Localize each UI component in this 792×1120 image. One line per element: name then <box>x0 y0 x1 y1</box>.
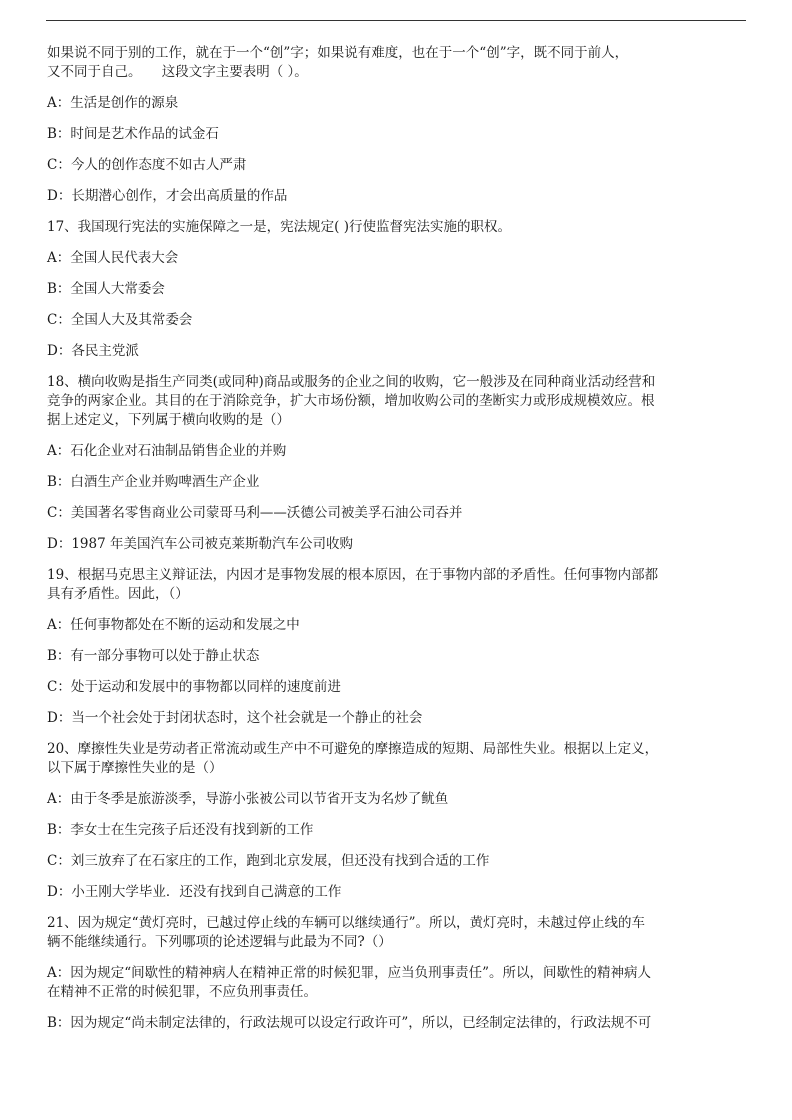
answer-option <box>47 852 747 871</box>
question-stem <box>47 914 747 952</box>
text-line: 辆不能继续通行。下列哪项的论述逻辑与此最为不同?（） <box>47 934 392 950</box>
answer-option <box>47 1014 747 1033</box>
text-line: B：李女士在生完孩子后还没有找到新的工作 <box>47 822 314 838</box>
question-stem <box>47 740 747 778</box>
answer-option <box>47 535 747 554</box>
text-line: 据上述定义，下列属于横向收购的是（） <box>47 412 290 428</box>
text-line: 在精神不正常的时候犯罪，不应负刑事责任。 <box>47 984 317 1000</box>
answer-option <box>47 249 747 268</box>
answer-option <box>47 504 747 523</box>
text-line: C：今人的创作态度不如古人严肃 <box>47 157 247 173</box>
question-stem <box>47 218 747 237</box>
text-line: 20、摩擦性失业是劳动者正常流动或生产中不可避免的摩擦造成的短期、局部性失业。根据以上定义， <box>47 741 659 757</box>
text-line: 如果说不同于别的工作，就在于一个“创”字；如果说有难度，也在于一个“创”字，既不同于前人， <box>47 45 629 61</box>
text-line: A：全国人民代表大会 <box>47 250 179 266</box>
text-line: B：时间是艺术作品的试金石 <box>47 126 219 142</box>
answer-option <box>47 473 747 492</box>
answer-option <box>47 94 747 113</box>
answer-option <box>47 280 747 299</box>
text-line: 19、根据马克思主义辩证法，内因才是事物发展的根本原因，在于事物内部的矛盾性。任何事物内部都 <box>47 567 659 583</box>
document-body <box>47 44 747 1045</box>
text-line: D：小王刚大学毕业．还没有找到自己满意的工作 <box>47 884 342 900</box>
text-line: B：因为规定“尚未制定法律的，行政法规可以设定行政许可”，所以，已经制定法律的，行政法规不可 <box>47 1015 652 1031</box>
question-stem <box>47 373 747 430</box>
text-line: C：处于运动和发展中的事物都以同样的速度前进 <box>47 679 341 695</box>
answer-option <box>47 311 747 330</box>
answer-option <box>47 678 747 697</box>
text-line: D：长期潜心创作，才会出高质量的作品 <box>47 188 288 204</box>
text-line: A：石化企业对石油制品销售企业的并购 <box>47 443 287 459</box>
answer-option <box>47 187 747 206</box>
answer-option <box>47 125 747 144</box>
answer-option <box>47 616 747 635</box>
text-line: A：由于冬季是旅游淡季，导游小张被公司以节省开支为名炒了鱿鱼 <box>47 791 449 807</box>
question-text <box>47 44 747 82</box>
text-line: 17、我国现行宪法的实施保障之一是，宪法规定( )行使监督宪法实施的职权。 <box>47 219 512 235</box>
text-line: C：美国著名零售商业公司蒙哥马利——沃德公司被美孚石油公司吞并 <box>47 505 463 521</box>
text-line: B：有一部分事物可以处于静止状态 <box>47 648 260 664</box>
text-line: A：因为规定“间歇性的精神病人在精神正常的时候犯罪，应当负刑事责任”。所以，间歇性的精神病人 <box>47 965 652 981</box>
text-line: 竞争的两家企业。其目的在于消除竞争，扩大市场份额，增加收购公司的垄断实力或形成规模效应。根 <box>47 393 655 409</box>
question-stem <box>47 566 747 604</box>
text-line: 18、横向收购是指生产同类(或同种)商品或服务的企业之间的收购，它一般涉及在同种商业活动经营和 <box>47 374 656 390</box>
answer-option <box>47 709 747 728</box>
text-line: 具有矛盾性。因此，（） <box>47 586 189 602</box>
answer-option <box>47 342 747 361</box>
text-line: B：全国人大常委会 <box>47 281 165 297</box>
text-line: C：刘三放弃了在石家庄的工作，跑到北京发展，但还没有找到合适的工作 <box>47 853 490 869</box>
answer-option <box>47 647 747 666</box>
answer-option <box>47 964 747 1002</box>
text-line: 又不同于自己。 这段文字主要表明（ ）。 <box>47 64 308 80</box>
text-line: C：全国人大及其常委会 <box>47 312 193 328</box>
text-line: D：1987 年美国汽车公司被克莱斯勒汽车公司收购 <box>47 536 353 552</box>
answer-option <box>47 156 747 175</box>
text-line: D：各民主党派 <box>47 343 139 359</box>
answer-option <box>47 790 747 809</box>
text-line: A：任何事物都处在不断的运动和发展之中 <box>47 617 300 633</box>
text-line: A：生活是创作的源泉 <box>47 95 179 111</box>
answer-option <box>47 821 747 840</box>
text-line: D：当一个社会处于封闭状态时，这个社会就是一个静止的社会 <box>47 710 423 726</box>
answer-option <box>47 442 747 461</box>
text-line: 以下属于摩擦性失业的是（） <box>47 760 223 776</box>
answer-option <box>47 883 747 902</box>
text-line: 21、因为规定“黄灯亮时，已越过停止线的车辆可以继续通行”。所以，黄灯亮时，未越过停止线的车 <box>47 915 645 931</box>
text-line: B：白酒生产企业并购啤酒生产企业 <box>47 474 260 490</box>
header-rule <box>46 20 746 21</box>
